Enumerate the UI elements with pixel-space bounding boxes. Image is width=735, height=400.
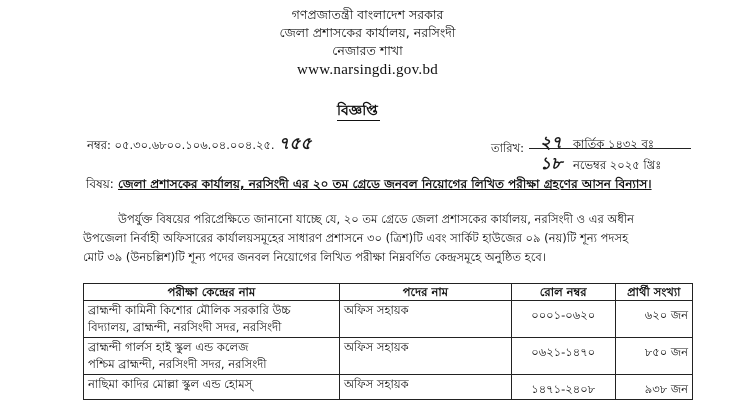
table-row (84, 338, 693, 375)
center-name-line: ব্রাহ্মন্দী কামিনী কিশোর মৌলিক সরকারি উচ্চ (88, 303, 291, 317)
header-section: নেজারত শাখা (332, 43, 403, 58)
roll-range: ০৬২১-১৪৭০ (511, 338, 615, 375)
subject-label: বিষয়: (86, 177, 114, 191)
bangla-day: ২৭ (539, 133, 563, 153)
post-name: অফিস সহায়ক (339, 338, 511, 375)
exam-center-table (83, 283, 693, 400)
col-header-center: পরীক্ষা কেন্দ্রের নাম (84, 284, 340, 301)
center-name (84, 338, 340, 375)
table-header-row (84, 284, 693, 301)
memo-number-line (87, 131, 311, 159)
subject-line (86, 176, 652, 196)
subject-text: জেলা প্রশাসকের কার্যালয়, নরসিংদী এর ২০ তম গ্রেডে জনবল নিয়োগের লিখিত পরীক্ষা গ্রহণের আসন বিন্যাস। (118, 177, 652, 191)
center-name-line: বিদ্যালয়, ব্রাহ্মন্দী, নরসিংদী সদর, নরসিংদী (88, 320, 282, 334)
candidate-count: ৬২০ জন (615, 301, 692, 338)
post-name: অফিস সহায়ক (339, 301, 511, 338)
center-name (84, 301, 340, 338)
center-name-line: ব্রাহ্মন্দী গার্লস হাই স্কুল এন্ড কলেজ (88, 340, 249, 354)
english-day: ১৮ (539, 154, 563, 174)
memo-number-handwritten: ৭৫৫ (278, 134, 312, 154)
col-header-count: প্রার্থী সংখ্যা (615, 284, 692, 301)
table-row (84, 301, 693, 338)
memo-number: ০৫.৩০.৬৮০০.১০৬.০৪.০০৪.২৫. (114, 138, 275, 152)
center-name-line: নাছিমা কাদির মোল্লা স্কুল এন্ড হোমস্ (88, 377, 253, 391)
col-header-post: পদের নাম (339, 284, 511, 301)
date-label: তারিখ: (491, 141, 525, 155)
header-website[interactable]: www.narsingdi.gov.bd (296, 62, 439, 78)
english-date-rest: নভেম্বর ২০২৫ খ্রিঃ (573, 158, 662, 172)
body-line-1: উপর্যুক্ত বিষয়ের পরিপ্রেক্ষিতে জানানো যাচ্ছে যে, ২০ তম গ্রেডে জেলা প্রশাসকের কার্যালয়, নরসিংদী ও এর অধীন (118, 212, 634, 226)
header-office: জেলা প্রশাসকের কার্যালয়, নরসিংদী (279, 25, 456, 40)
memo-number-label: নম্বর: (87, 138, 111, 152)
notice-title: বিজ্ঞপ্তি (337, 103, 378, 119)
bangla-date (529, 130, 691, 153)
center-name-line: পশ্চিম ব্রাহ্মন্দী, নরসিংদী সদর, নরসিংদী (88, 357, 267, 371)
body-line-3: মোট ৩৯ (উনচল্লিশ)টি শূন্য পদের জনবল নিয়োগের লিখিত পরীক্ষা নিম্নবর্ণিত কেন্দ্রসমূহে অনুষ্ঠিত হবে। (83, 250, 546, 264)
notice-underline (337, 120, 380, 121)
bangla-date-rest: কার্তিক ১৪৩২ বঃ (573, 137, 655, 151)
roll-range: ১৪৭১-২৪০৮ (511, 375, 615, 400)
header-govt: গণপ্রজাতন্ত্রী বাংলাদেশ সরকার (291, 7, 444, 22)
english-date (529, 151, 691, 179)
roll-range: ০০০১-০৬২০ (511, 301, 615, 338)
center-name (84, 375, 340, 400)
col-header-roll: রোল নম্বর (511, 284, 615, 301)
body-line-2: উপজেলা নির্বাহী অফিসারের কার্যালয়সমূহের সাধারণ প্রশাসনে ৩০ (ত্রিশ)টি এবং সার্কিট হাউজের ০৯ (নয়)টি শূন্য পদসহ (83, 231, 629, 245)
candidate-count: ৯৩৮ জন (615, 375, 692, 400)
post-name: অফিস সহায়ক (339, 375, 511, 400)
table-row (84, 375, 693, 400)
candidate-count: ৮৫০ জন (615, 338, 692, 375)
